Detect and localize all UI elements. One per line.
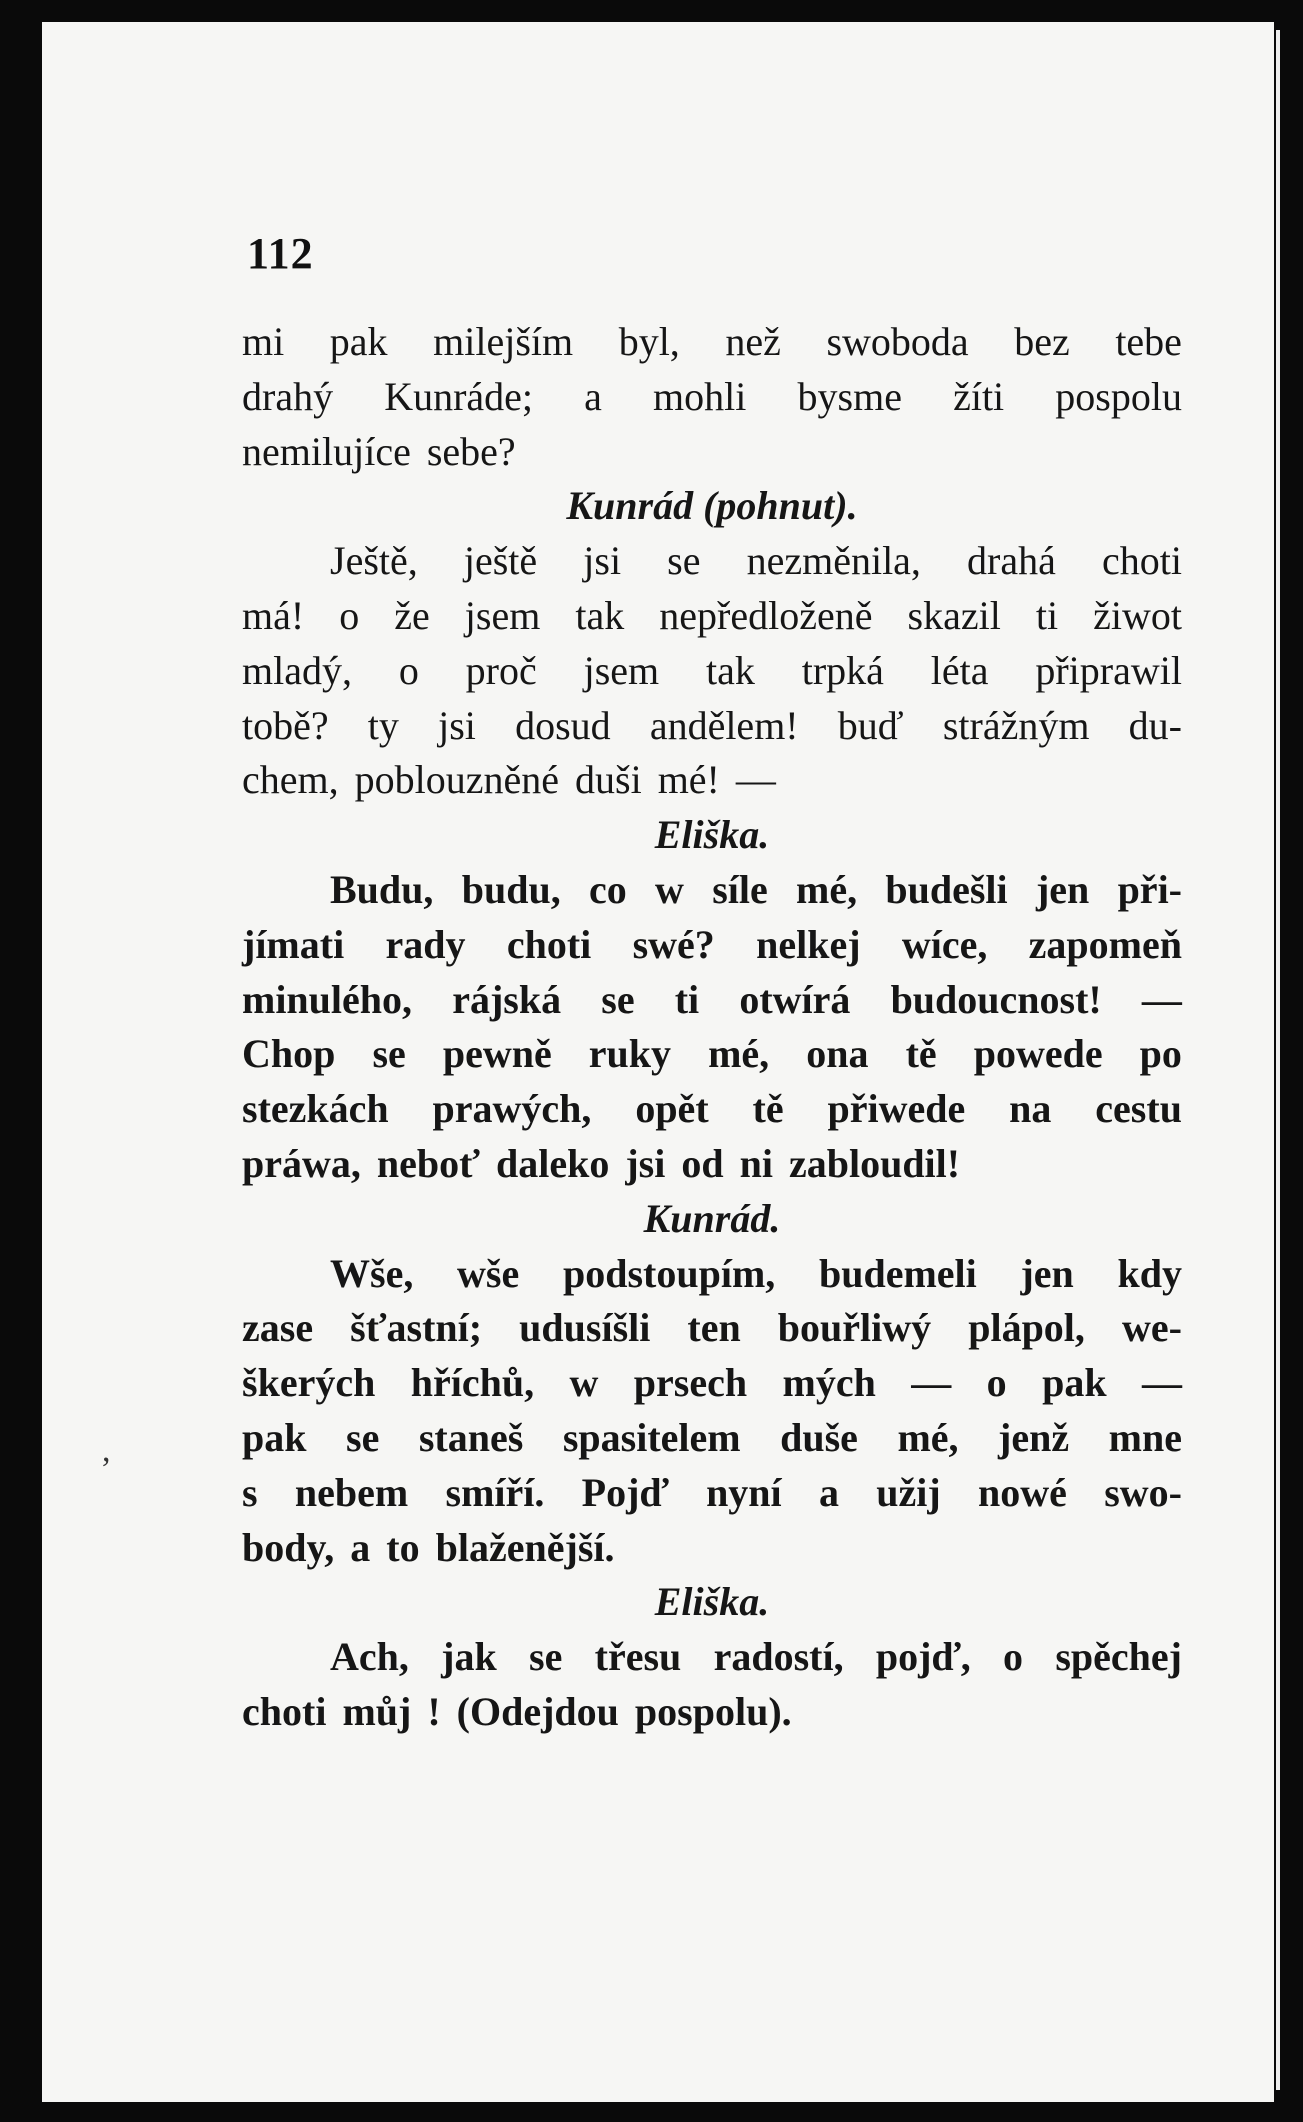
text-line bbox=[242, 315, 1182, 370]
word: spěchej bbox=[1055, 1634, 1182, 1680]
word: mé, bbox=[796, 866, 858, 912]
text-line bbox=[242, 753, 1182, 808]
word: o bbox=[339, 592, 360, 638]
word: skazil bbox=[907, 592, 1001, 638]
word: tak bbox=[575, 592, 625, 638]
word: pojď, bbox=[875, 1634, 971, 1680]
word: mohli bbox=[653, 373, 747, 419]
word: mi bbox=[242, 319, 285, 364]
word: bouřliwý bbox=[777, 1305, 932, 1351]
word: prawých, bbox=[432, 1086, 592, 1132]
word: tě bbox=[752, 1086, 784, 1132]
word: síle bbox=[712, 866, 768, 912]
speaker-heading: Eliška. bbox=[654, 812, 770, 858]
word: jsi bbox=[583, 538, 622, 584]
word: Kunráde; bbox=[384, 373, 534, 419]
speaker-heading: Kunrád (pohnut). bbox=[566, 483, 858, 529]
word: jsi bbox=[438, 702, 476, 748]
word: má! bbox=[242, 592, 305, 638]
text-line bbox=[242, 1027, 1182, 1082]
word: jsem bbox=[583, 647, 660, 693]
word: ti bbox=[1035, 592, 1059, 638]
word: třesu bbox=[594, 1634, 682, 1680]
word: pospolu bbox=[1055, 373, 1182, 419]
word: jak bbox=[441, 1634, 497, 1680]
word: rady bbox=[385, 921, 466, 967]
word: jímati bbox=[242, 921, 345, 967]
word: radostí, bbox=[713, 1634, 844, 1680]
word: zase bbox=[242, 1305, 314, 1351]
word: choti bbox=[242, 1688, 327, 1734]
word: ten bbox=[687, 1305, 741, 1351]
word: — bbox=[911, 1360, 952, 1406]
word: mne bbox=[1108, 1414, 1182, 1460]
word: práwa, bbox=[242, 1140, 361, 1186]
word: Pojď bbox=[581, 1469, 669, 1515]
word: stezkách bbox=[242, 1086, 389, 1132]
word: škerých bbox=[242, 1360, 376, 1406]
speaker-heading: Eliška. bbox=[654, 1579, 770, 1625]
text-line bbox=[242, 863, 1182, 918]
word: o bbox=[986, 1360, 1007, 1406]
word: nezměnila, bbox=[746, 538, 921, 584]
word: opět bbox=[635, 1086, 709, 1132]
text-line bbox=[242, 699, 1182, 754]
word: na bbox=[1009, 1086, 1052, 1132]
text-line bbox=[242, 1466, 1182, 1521]
word: proč bbox=[465, 647, 537, 693]
word: mé, bbox=[708, 1031, 770, 1077]
word: dosud bbox=[515, 702, 611, 748]
word: budešli bbox=[885, 866, 1008, 912]
text-line bbox=[242, 1356, 1182, 1411]
word: budu, bbox=[461, 866, 561, 912]
word: šťastní; bbox=[350, 1305, 483, 1351]
word: tě bbox=[905, 1031, 937, 1077]
word: mé, bbox=[897, 1414, 959, 1460]
word: strážným bbox=[942, 702, 1090, 748]
word: pak bbox=[242, 1414, 307, 1460]
word: duše bbox=[780, 1414, 858, 1460]
word: než bbox=[725, 319, 781, 364]
word: andělem! bbox=[649, 702, 799, 748]
text-line bbox=[242, 1630, 1182, 1685]
word: mých bbox=[782, 1360, 876, 1406]
word: zapomeň bbox=[1028, 921, 1182, 967]
word: udusíšli bbox=[519, 1305, 651, 1351]
word: nepředloženě bbox=[659, 592, 873, 638]
word: daleko bbox=[495, 1140, 610, 1186]
text-line bbox=[242, 1137, 1182, 1192]
word: jen bbox=[1035, 866, 1090, 912]
word: podstoupím, bbox=[562, 1250, 776, 1296]
word: staneš bbox=[418, 1414, 524, 1460]
word: jsi bbox=[625, 1140, 666, 1186]
word: nebem bbox=[294, 1469, 409, 1515]
word: Wše, bbox=[330, 1250, 414, 1296]
word: Ach, bbox=[330, 1634, 409, 1680]
word: buď bbox=[837, 702, 904, 748]
word: w bbox=[569, 1360, 599, 1406]
word: sebe? bbox=[426, 428, 516, 474]
word: neboť bbox=[376, 1140, 480, 1186]
word: tebe bbox=[1115, 319, 1182, 364]
word: léta bbox=[930, 647, 989, 693]
word: po bbox=[1139, 1031, 1182, 1077]
word: swoboda bbox=[826, 319, 969, 364]
word: tobě? bbox=[242, 702, 329, 748]
word: Ještě, bbox=[330, 538, 418, 584]
word: byl, bbox=[618, 319, 680, 364]
word: užij bbox=[876, 1469, 941, 1515]
word: (Odejdou bbox=[456, 1688, 619, 1734]
word: ruky bbox=[588, 1031, 672, 1077]
word: pak bbox=[329, 319, 388, 364]
word: o bbox=[1003, 1634, 1024, 1680]
word: smíří. bbox=[445, 1469, 545, 1515]
word: drahá bbox=[967, 538, 1056, 584]
text-line bbox=[242, 1411, 1182, 1466]
text-line bbox=[242, 370, 1182, 425]
word: otwírá bbox=[739, 976, 851, 1022]
word: prsech bbox=[633, 1360, 748, 1406]
text-line bbox=[242, 1247, 1182, 1302]
word: mladý, bbox=[242, 647, 352, 693]
word: kdy bbox=[1117, 1250, 1182, 1296]
word: se bbox=[667, 538, 701, 584]
word: ti bbox=[674, 976, 700, 1022]
text-line bbox=[242, 1082, 1182, 1137]
text-line bbox=[242, 1685, 1182, 1740]
word: se bbox=[346, 1414, 380, 1460]
word: připrawil bbox=[1035, 647, 1182, 693]
word: můj bbox=[342, 1688, 412, 1734]
word: chem, bbox=[242, 757, 339, 803]
word: tak bbox=[705, 647, 755, 693]
word: budemeli bbox=[818, 1250, 977, 1296]
word: — bbox=[1141, 976, 1182, 1022]
word: o bbox=[398, 647, 419, 693]
text-line bbox=[242, 589, 1182, 644]
word: budoucnost! bbox=[890, 976, 1102, 1022]
word: bysme bbox=[797, 373, 902, 419]
word: wše bbox=[457, 1250, 520, 1296]
word: při- bbox=[1117, 866, 1182, 912]
word: choti bbox=[1101, 538, 1182, 584]
word: trpká bbox=[801, 647, 884, 693]
text-line bbox=[242, 973, 1182, 1028]
word: že bbox=[394, 592, 430, 638]
page-number: 112 bbox=[247, 229, 314, 278]
word: swo- bbox=[1104, 1469, 1182, 1515]
word: minulého, bbox=[242, 976, 413, 1022]
word: — bbox=[1141, 1360, 1182, 1406]
word: body, bbox=[242, 1524, 335, 1570]
page-edge bbox=[1276, 30, 1280, 2090]
word: Budu, bbox=[330, 866, 434, 912]
word: spasitelem bbox=[562, 1414, 741, 1460]
text-line bbox=[242, 918, 1182, 973]
word: žíti bbox=[953, 373, 1005, 419]
word: nemilujíce bbox=[242, 428, 411, 474]
word: Chop bbox=[242, 1031, 336, 1077]
word: to bbox=[386, 1524, 420, 1570]
word: cestu bbox=[1095, 1086, 1182, 1132]
word: se bbox=[372, 1031, 406, 1077]
word: nowé bbox=[978, 1469, 1067, 1515]
word: ! bbox=[427, 1688, 441, 1734]
word: jenž bbox=[998, 1414, 1070, 1460]
word: jsem bbox=[464, 592, 541, 638]
speaker-heading: Kunrád. bbox=[643, 1195, 781, 1241]
word: wíce, bbox=[901, 921, 988, 967]
word: od bbox=[681, 1140, 724, 1186]
word: hříchů, bbox=[410, 1360, 535, 1406]
word: a bbox=[818, 1469, 839, 1515]
word: s bbox=[242, 1469, 258, 1515]
word: se bbox=[601, 976, 635, 1022]
margin-mark: , bbox=[102, 1432, 111, 1469]
text-line bbox=[242, 1521, 1182, 1576]
word: duši bbox=[575, 757, 642, 803]
word: swé? bbox=[632, 921, 715, 967]
word: bez bbox=[1014, 319, 1070, 364]
word: ty bbox=[367, 702, 399, 748]
word: mé! bbox=[657, 757, 720, 803]
text-line bbox=[242, 534, 1182, 589]
word: blaženější. bbox=[435, 1524, 615, 1570]
word: choti bbox=[506, 921, 592, 967]
word: poblouzněné bbox=[354, 757, 559, 803]
word: rájská bbox=[452, 976, 562, 1022]
word: ona bbox=[806, 1031, 869, 1077]
word: přiwede bbox=[827, 1086, 966, 1132]
word: milejším bbox=[433, 319, 574, 364]
body-text bbox=[242, 315, 1182, 1740]
word: a bbox=[350, 1524, 371, 1570]
word: drahý bbox=[242, 373, 334, 419]
word: se bbox=[529, 1634, 563, 1680]
word: nyní bbox=[706, 1469, 782, 1515]
text-line bbox=[242, 1301, 1182, 1356]
word: pewně bbox=[442, 1031, 552, 1077]
word: pak bbox=[1042, 1360, 1107, 1406]
text-line bbox=[242, 644, 1182, 699]
word: we- bbox=[1121, 1305, 1182, 1351]
word: w bbox=[655, 866, 684, 912]
word: nelkej bbox=[756, 921, 861, 967]
word: plápol, bbox=[968, 1305, 1085, 1351]
word: co bbox=[588, 866, 627, 912]
word: ještě bbox=[463, 538, 538, 584]
word: zabloudil! bbox=[788, 1140, 961, 1186]
word: jen bbox=[1020, 1250, 1074, 1296]
word: powede bbox=[973, 1031, 1103, 1077]
word: — bbox=[735, 757, 776, 803]
word: pospolu). bbox=[634, 1688, 792, 1734]
text-line bbox=[242, 425, 1182, 480]
word: ni bbox=[739, 1140, 773, 1186]
word: žiwot bbox=[1093, 592, 1182, 638]
word: du- bbox=[1128, 702, 1182, 748]
word: a bbox=[584, 373, 602, 419]
